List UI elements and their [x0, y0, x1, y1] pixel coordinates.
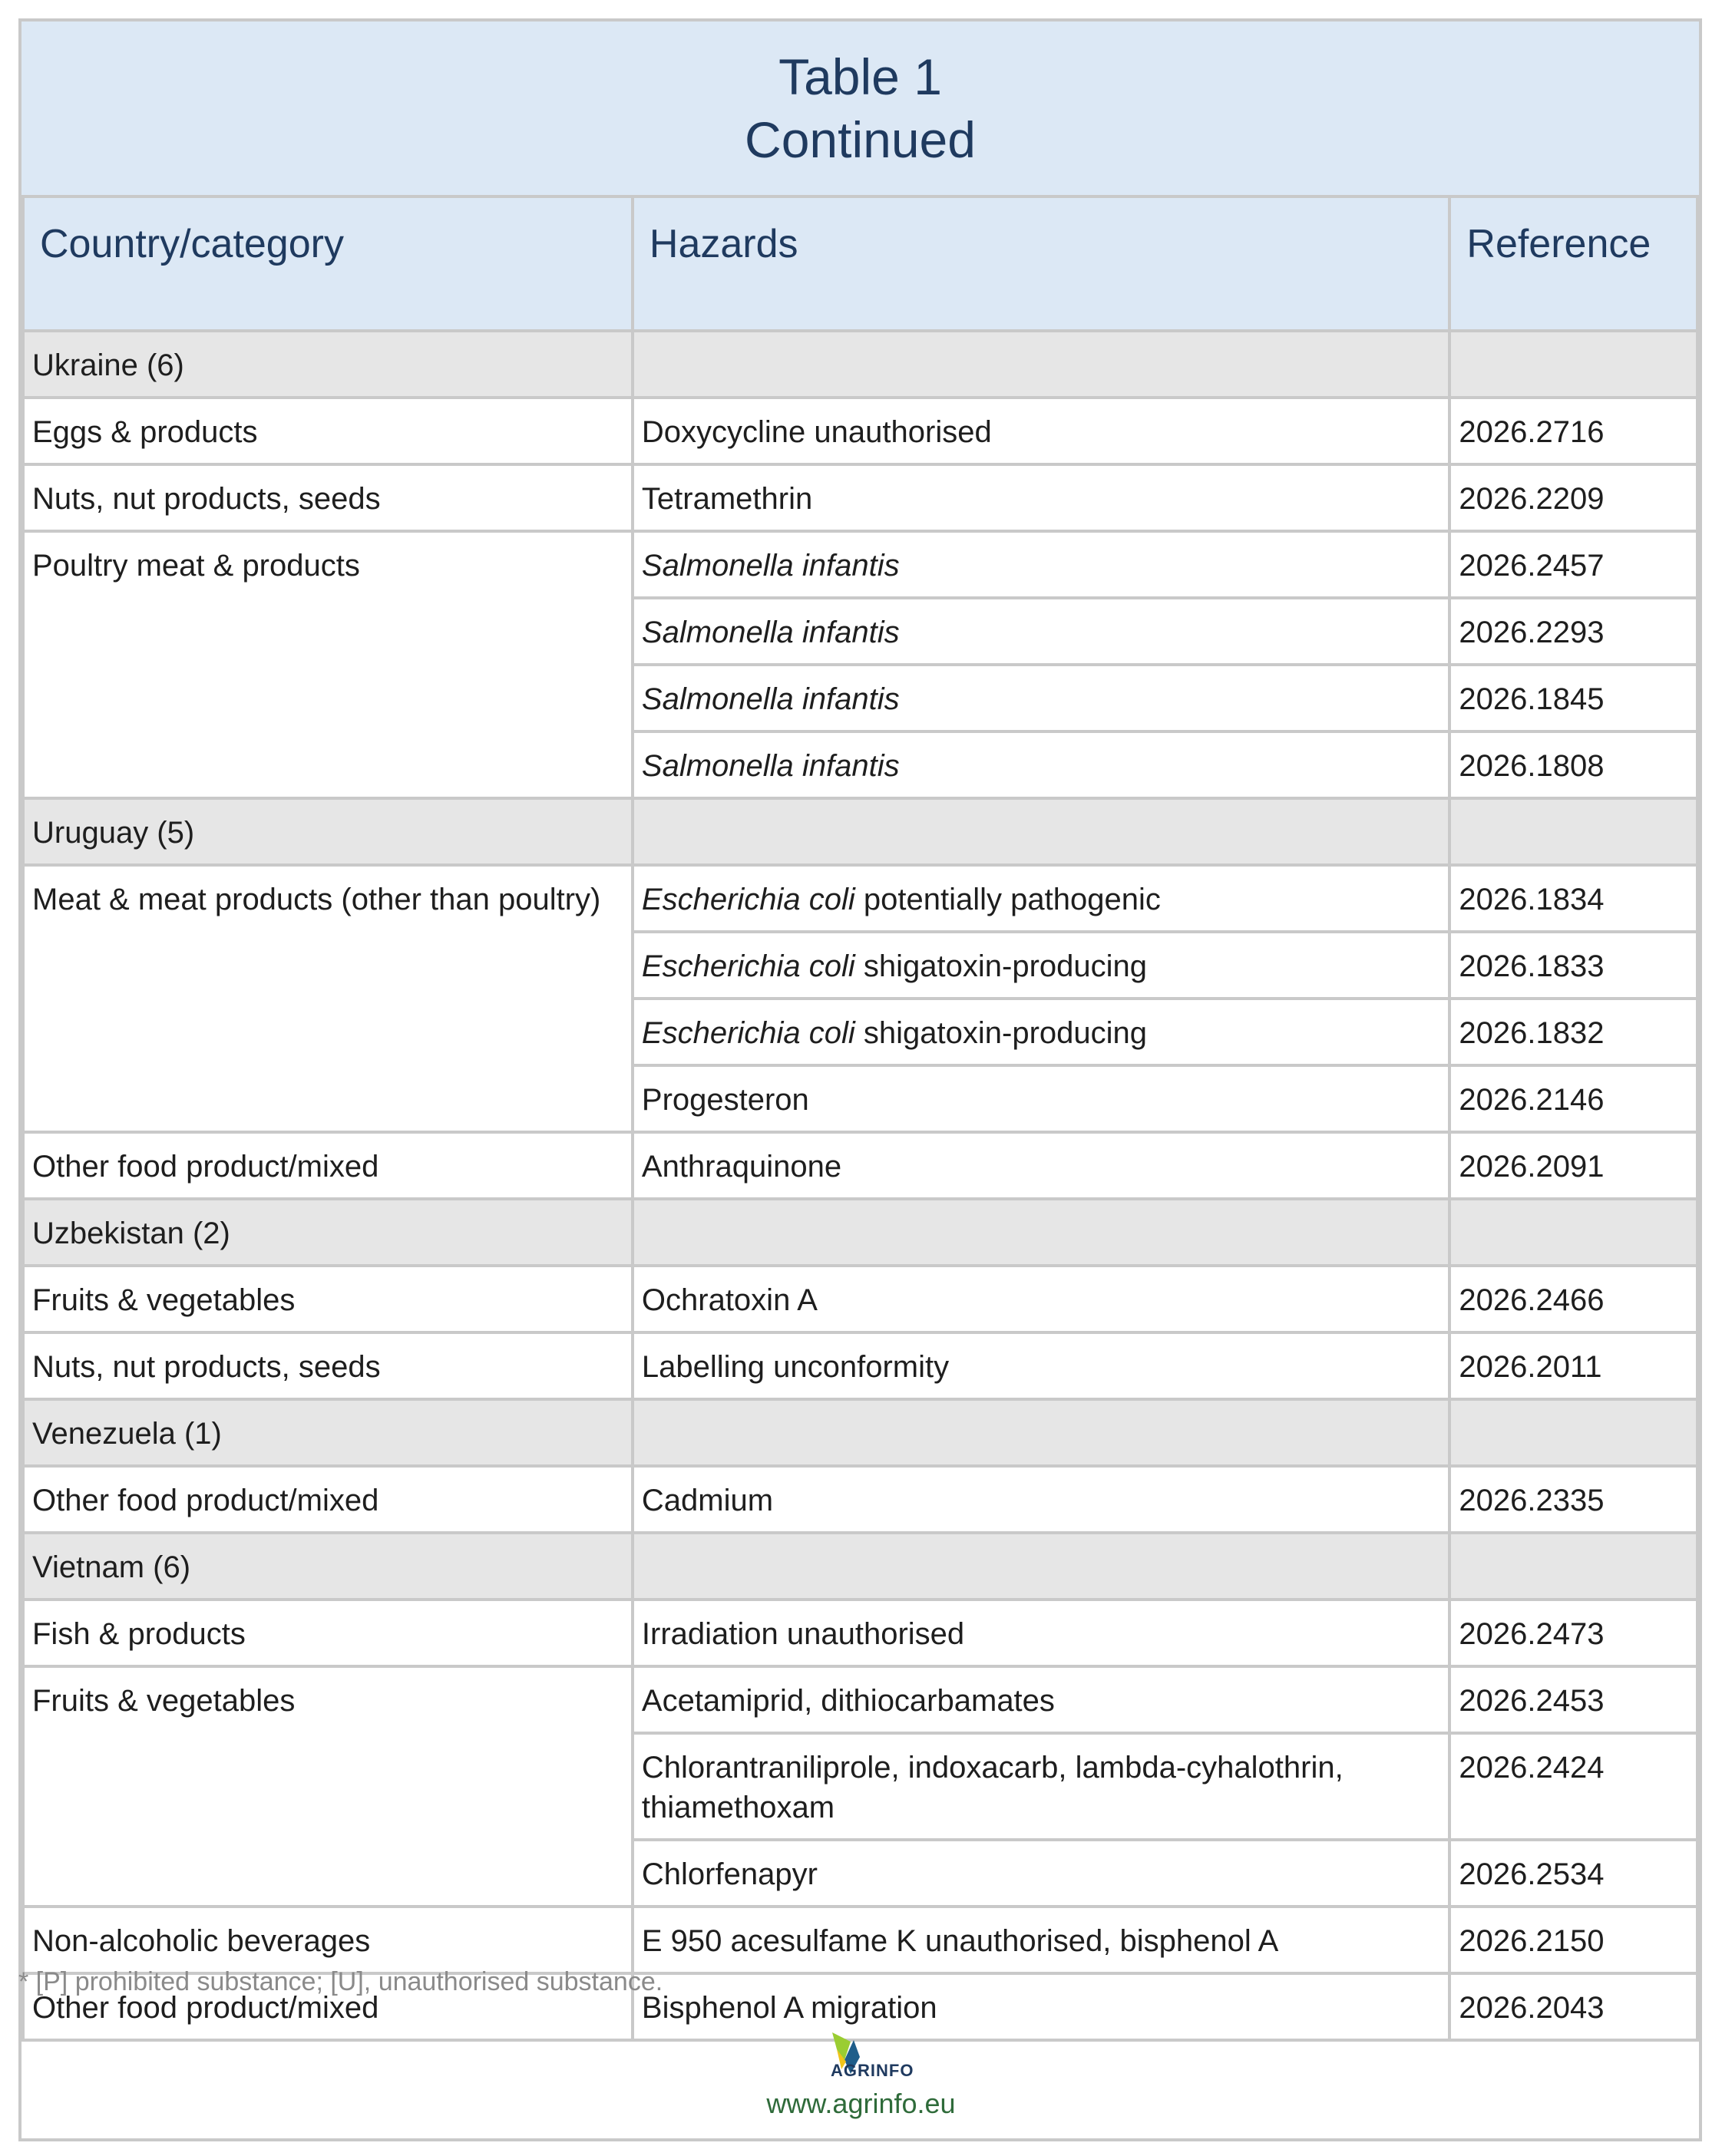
hazard-cell	[633, 531, 1450, 598]
reference-cell: 2026.1832	[1449, 999, 1697, 1065]
hazard-cell	[633, 1907, 1450, 1973]
hazard-text: Cadmium	[641, 1484, 774, 1517]
hazard-text: Anthraquinone	[641, 1150, 842, 1184]
reference-cell: 2026.2043	[1449, 1973, 1697, 2040]
reference-cell: 2026.2146	[1449, 1065, 1697, 1132]
table-row	[23, 1600, 1697, 1666]
hazard-text: Ochratoxin A	[641, 1283, 818, 1317]
hazard-cell	[633, 1733, 1450, 1840]
table-row	[23, 1332, 1697, 1399]
table-row	[23, 1132, 1697, 1199]
hazard-cell	[633, 731, 1450, 798]
hazard-text: Doxycycline unauthorised	[641, 415, 992, 449]
hazard-text: shigatoxin-producing	[854, 1016, 1148, 1050]
group-empty-cell	[1449, 798, 1697, 865]
hazard-cell	[633, 932, 1450, 999]
group-row	[23, 331, 1697, 398]
category-cell: Other food product/mixed	[23, 1132, 633, 1199]
hazard-text: shigatoxin-producing	[854, 949, 1148, 983]
group-empty-cell	[633, 331, 1450, 398]
hazard-text: Acetamiprid, dithiocarbamates	[641, 1684, 1055, 1718]
hazard-cell	[633, 1332, 1450, 1399]
category-cell: Fruits & vegetables	[23, 1266, 633, 1332]
hazard-text: Labelling unconformity	[641, 1350, 950, 1384]
hazard-cell	[633, 1840, 1450, 1907]
table-row	[23, 398, 1697, 464]
group-empty-cell	[633, 1533, 1450, 1600]
hazard-organism: Escherichia coli	[641, 949, 855, 983]
hazard-text: Bisphenol A migration	[641, 1991, 937, 2025]
hazard-cell	[633, 999, 1450, 1065]
logo-text: AGRINFO	[831, 2061, 914, 2080]
group-row	[23, 1199, 1697, 1266]
group-empty-cell	[1449, 1199, 1697, 1266]
group-row	[23, 798, 1697, 865]
hazard-text: Chlorantraniliprole, indoxacarb, lambda-cyhalothrin, thiamethoxam	[641, 1751, 1352, 1824]
group-empty-cell	[1449, 1533, 1697, 1600]
reference-cell: 2026.2466	[1449, 1266, 1697, 1332]
category-cell: Eggs & products	[23, 398, 633, 464]
group-empty-cell	[633, 1399, 1450, 1466]
category-cell: Nuts, nut products, seeds	[23, 1332, 633, 1399]
reference-cell: 2026.2293	[1449, 598, 1697, 665]
column-header-reference: Reference	[1449, 196, 1697, 331]
hazard-organism: Escherichia coli	[641, 883, 855, 916]
website-link[interactable]: www.agrinfo.eu	[766, 2088, 956, 2119]
group-row	[23, 1399, 1697, 1466]
hazard-organism: Escherichia coli	[641, 1016, 855, 1050]
column-header-country: Country/category	[23, 196, 633, 331]
table-frame	[18, 18, 1702, 2141]
table-row	[23, 1466, 1697, 1533]
hazards-table	[21, 195, 1699, 2042]
table-title-band	[21, 21, 1699, 198]
hazard-cell	[633, 1466, 1450, 1533]
reference-cell: 2026.2335	[1449, 1466, 1697, 1533]
column-header-hazards: Hazards	[633, 196, 1450, 331]
group-row	[23, 1533, 1697, 1600]
reference-cell: 2026.1808	[1449, 731, 1697, 798]
hazard-cell	[633, 1266, 1450, 1332]
table-header-row	[23, 196, 1697, 331]
hazard-organism: Salmonella infantis	[641, 749, 900, 783]
category-cell: Other food product/mixed	[23, 1466, 633, 1533]
group-empty-cell	[633, 798, 1450, 865]
table-title: Table 1	[778, 48, 942, 105]
reference-cell: 2026.2424	[1449, 1733, 1697, 1840]
table-row	[23, 1666, 1697, 1733]
table-row	[23, 464, 1697, 531]
table-row	[23, 1266, 1697, 1332]
reference-cell: 2026.2534	[1449, 1840, 1697, 1907]
group-name: Venezuela (1)	[23, 1399, 633, 1466]
category-cell: Meat & meat products (other than poultry)	[23, 865, 633, 1132]
category-cell: Nuts, nut products, seeds	[23, 464, 633, 531]
reference-cell: 2026.2716	[1449, 398, 1697, 464]
hazard-organism: Salmonella infantis	[641, 682, 900, 716]
footnote: * [P] prohibited substance; [U], unauthorised substance.	[18, 1967, 663, 1996]
hazard-text: Chlorfenapyr	[641, 1857, 818, 1891]
reference-cell: 2026.2150	[1449, 1907, 1697, 1973]
hazard-cell	[633, 464, 1450, 531]
group-name: Uruguay (5)	[23, 798, 633, 865]
hazard-text: E 950 acesulfame K unauthorised, bisphenol A	[641, 1924, 1279, 1958]
reference-cell: 2026.2453	[1449, 1666, 1697, 1733]
category-cell: Other food product/mixed	[23, 1973, 633, 2040]
hazard-cell	[633, 1666, 1450, 1733]
hazard-cell	[633, 1065, 1450, 1132]
hazard-text: Progesteron	[641, 1083, 809, 1117]
group-empty-cell	[1449, 331, 1697, 398]
reference-cell: 2026.2209	[1449, 464, 1697, 531]
hazard-organism: Salmonella infantis	[641, 616, 900, 649]
category-cell: Non-alcoholic beverages	[23, 1907, 633, 1973]
reference-cell: 2026.1833	[1449, 932, 1697, 999]
hazard-text: Irradiation unauthorised	[641, 1617, 965, 1651]
table-subtitle: Continued	[745, 111, 976, 168]
hazard-text: potentially pathogenic	[854, 883, 1161, 916]
reference-cell: 2026.2011	[1449, 1332, 1697, 1399]
table-body	[23, 331, 1697, 2040]
reference-cell: 2026.1845	[1449, 665, 1697, 731]
reference-cell: 2026.2473	[1449, 1600, 1697, 1666]
hazard-cell	[633, 598, 1450, 665]
hazard-cell	[633, 665, 1450, 731]
hazard-cell	[633, 398, 1450, 464]
table-row	[23, 865, 1697, 932]
table-row	[23, 1907, 1697, 1973]
group-name: Ukraine (6)	[23, 331, 633, 398]
category-cell: Fish & products	[23, 1600, 633, 1666]
category-cell: Poultry meat & products	[23, 531, 633, 798]
reference-cell: 2026.2091	[1449, 1132, 1697, 1199]
hazard-cell	[633, 1973, 1450, 2040]
group-empty-cell	[1449, 1399, 1697, 1466]
hazard-organism: Salmonella infantis	[641, 549, 900, 583]
hazard-cell	[633, 865, 1450, 932]
group-name: Uzbekistan (2)	[23, 1199, 633, 1266]
hazard-cell	[633, 1600, 1450, 1666]
group-empty-cell	[633, 1199, 1450, 1266]
reference-cell: 2026.2457	[1449, 531, 1697, 598]
hazard-cell	[633, 1132, 1450, 1199]
category-cell: Fruits & vegetables	[23, 1666, 633, 1907]
hazard-text: Tetramethrin	[641, 482, 813, 516]
table-row	[23, 531, 1697, 598]
reference-cell: 2026.1834	[1449, 865, 1697, 932]
group-name: Vietnam (6)	[23, 1533, 633, 1600]
